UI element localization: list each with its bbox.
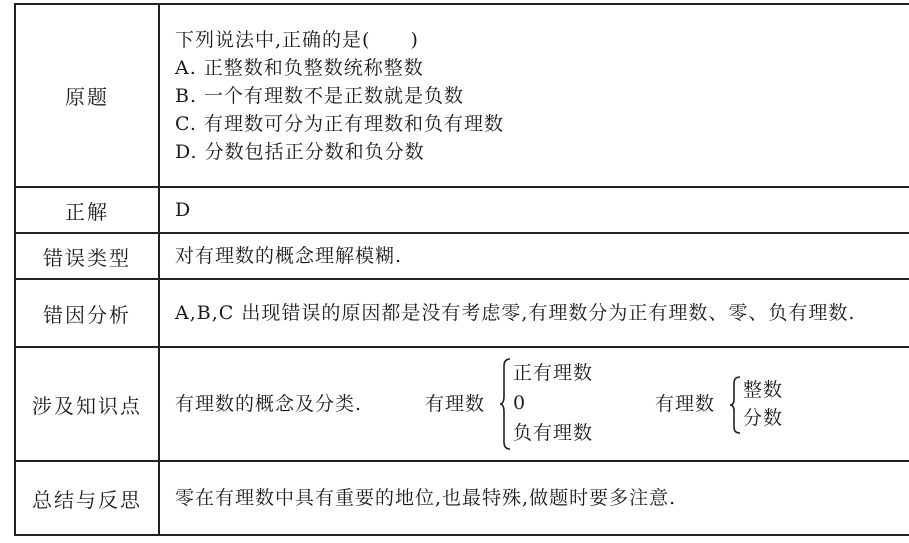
classification-items xyxy=(513,358,593,448)
classification-items xyxy=(743,376,783,432)
table-row-knowledge xyxy=(15,347,909,461)
item-zero: 0 xyxy=(513,392,527,414)
answer-header: 正解 xyxy=(15,187,159,233)
left-brace-icon xyxy=(499,358,511,450)
item-integer: 整数 xyxy=(743,379,784,401)
option-c: C. 有理数可分为正有理数和负有理数 xyxy=(175,112,504,135)
table-row-answer xyxy=(15,187,909,233)
error-cause-header: 错因分析 xyxy=(15,279,159,347)
classification-label: 有理数 xyxy=(655,393,716,415)
question-stem: 下列说法中,正确的是( ) xyxy=(175,28,419,51)
summary-header: 总结与反思 xyxy=(15,461,159,535)
item-fraction: 分数 xyxy=(743,407,784,429)
error-cause-value: A,B,C 出现错误的原因都是没有考虑零,有理数分为正有理数、零、负有理数. xyxy=(159,279,909,347)
knowledge-content xyxy=(175,354,901,454)
summary-value: 零在有理数中具有重要的地位,也最特殊,做题时要多注意. xyxy=(159,461,909,535)
item-negative-rational: 负有理数 xyxy=(513,422,594,444)
table-row-error-cause xyxy=(15,279,909,347)
knowledge-header: 涉及知识点 xyxy=(15,347,159,461)
item-positive-rational: 正有理数 xyxy=(513,362,594,384)
classification-label: 有理数 xyxy=(425,393,486,415)
table-row-question xyxy=(15,4,909,187)
question-header: 原题 xyxy=(15,4,159,187)
error-type-header: 错误类型 xyxy=(15,233,159,279)
knowledge-cell xyxy=(159,347,909,461)
table-row-error-type xyxy=(15,233,909,279)
table-row-summary xyxy=(15,461,909,535)
error-analysis-table xyxy=(14,3,909,536)
left-brace-icon xyxy=(729,376,741,434)
option-d: D. 分数包括正分数和负分数 xyxy=(175,140,425,163)
option-b: B. 一个有理数不是正数就是负数 xyxy=(175,84,465,107)
error-type-value: 对有理数的概念理解模糊. xyxy=(159,233,909,279)
question-cell xyxy=(159,4,909,187)
answer-value: D xyxy=(159,187,909,233)
knowledge-text: 有理数的概念及分类. xyxy=(175,393,363,415)
option-a: A. 正整数和负整数统称整数 xyxy=(175,56,424,79)
